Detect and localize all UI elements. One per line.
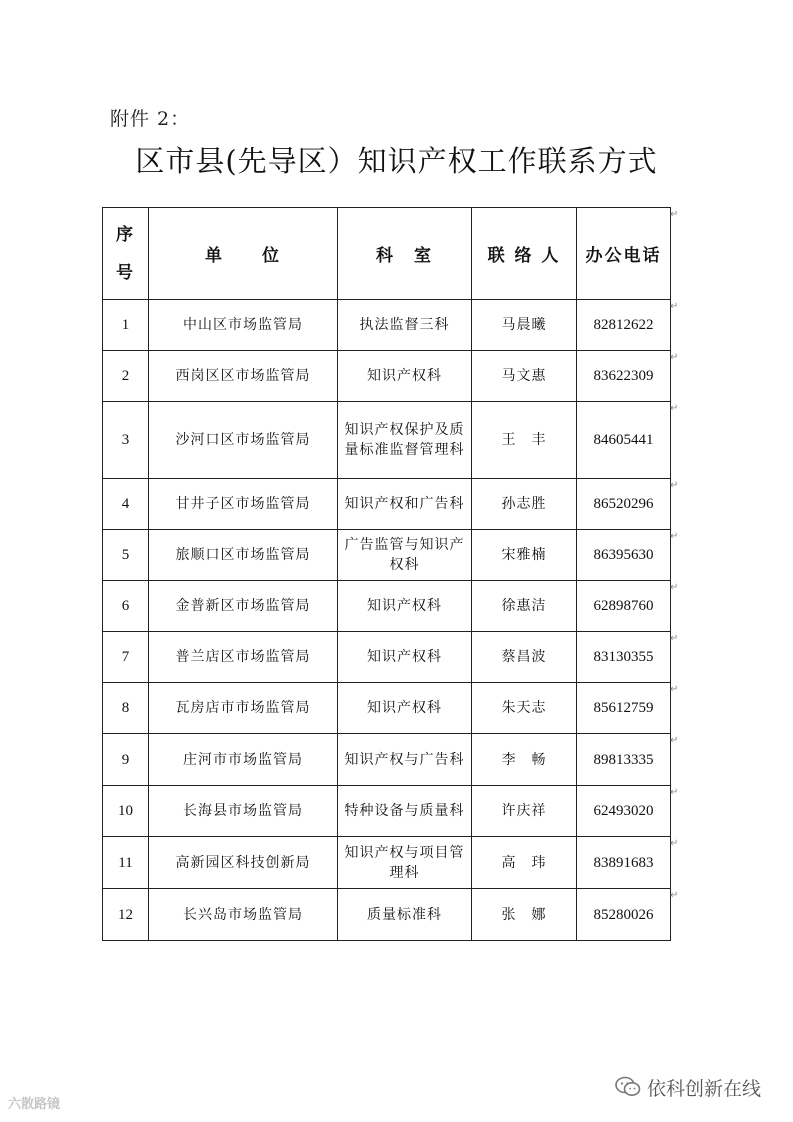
return-mark-icon: ↵ (670, 301, 679, 312)
header-seq (103, 208, 149, 300)
row-phone: 83130355 (577, 632, 671, 683)
watermark-right (615, 1071, 761, 1103)
row-phone: 62898760 (577, 581, 671, 632)
row-phone: 89813335 (577, 734, 671, 786)
row-unit: 沙河口区市场监管局 (149, 402, 338, 479)
row-unit: 金普新区市场监管局 (149, 581, 338, 632)
row-unit: 旅顺口区市场监管局 (149, 530, 338, 581)
row-phone: 83622309 (577, 351, 671, 402)
return-mark-icon: ↵ (670, 735, 679, 746)
row-contact: 李 畅 (472, 734, 577, 786)
row-number: 9 (103, 734, 149, 786)
row-contact: 徐惠洁 (472, 581, 577, 632)
return-mark-icon: ↵ (670, 838, 679, 849)
row-department: 质量标准科 (338, 889, 472, 941)
row-phone: 82812622 (577, 300, 671, 351)
table-row (103, 734, 671, 786)
row-department: 特种设备与质量科 (338, 786, 472, 837)
row-number: 3 (103, 402, 149, 479)
row-number: 12 (103, 889, 149, 941)
return-mark-icon: ↵ (670, 480, 679, 491)
row-unit: 普兰店区市场监管局 (149, 632, 338, 683)
table-row (103, 837, 671, 889)
row-department: 知识产权科 (338, 683, 472, 734)
row-number: 8 (103, 683, 149, 734)
return-mark-icon: ↵ (670, 403, 679, 414)
row-unit: 庄河市市场监管局 (149, 734, 338, 786)
row-contact: 孙志胜 (472, 479, 577, 530)
row-department: 知识产权科 (338, 351, 472, 402)
row-unit: 西岗区区市场监管局 (149, 351, 338, 402)
row-phone: 83891683 (577, 837, 671, 889)
return-mark-icon: ↵ (670, 633, 679, 644)
table-row (103, 581, 671, 632)
table-row (103, 683, 671, 734)
row-contact: 朱天志 (472, 683, 577, 734)
row-number: 11 (103, 837, 149, 889)
table-row (103, 479, 671, 530)
row-contact: 马晨曦 (472, 300, 577, 351)
return-mark-icon: ↵ (670, 787, 679, 798)
row-department: 知识产权科 (338, 632, 472, 683)
header-department: 科 室 (338, 208, 472, 300)
row-department: 知识产权和广告科 (338, 479, 472, 530)
row-contact: 王 丰 (472, 402, 577, 479)
row-phone: 85280026 (577, 889, 671, 941)
row-number: 2 (103, 351, 149, 402)
row-number: 5 (103, 530, 149, 581)
row-phone: 85612759 (577, 683, 671, 734)
watermark-left: 六散路镜 (8, 1097, 61, 1112)
row-contact: 高 玮 (472, 837, 577, 889)
row-unit: 长兴岛市场监管局 (149, 889, 338, 941)
return-mark-icon: ↵ (670, 684, 679, 695)
header-phone: 办公电话 (577, 208, 671, 300)
table-header-row (103, 208, 671, 300)
row-number: 4 (103, 479, 149, 530)
row-department: 知识产权与项目管理科 (338, 837, 472, 889)
row-department: 知识产权与广告科 (338, 734, 472, 786)
row-unit: 高新园区科技创新局 (149, 837, 338, 889)
row-contact: 许庆祥 (472, 786, 577, 837)
table-row (103, 786, 671, 837)
row-phone: 86520296 (577, 479, 671, 530)
header-contact: 联 络 人 (472, 208, 577, 300)
table-body (103, 300, 671, 941)
header-seq-line1: 序 (116, 224, 135, 245)
return-mark-icon: ↵ (670, 582, 679, 593)
row-department: 知识产权保护及质量标准监督管理科 (338, 402, 472, 479)
row-contact: 张 娜 (472, 889, 577, 941)
row-unit: 中山区市场监管局 (149, 300, 338, 351)
return-mark-icon: ↵ (670, 890, 679, 901)
table-row (103, 300, 671, 351)
row-number: 1 (103, 300, 149, 351)
row-phone: 62493020 (577, 786, 671, 837)
row-department: 执法监督三科 (338, 300, 472, 351)
row-phone: 86395630 (577, 530, 671, 581)
return-mark-icon: ↵ (670, 531, 679, 542)
row-phone: 84605441 (577, 402, 671, 479)
row-contact: 蔡昌波 (472, 632, 577, 683)
header-unit: 单 位 (149, 208, 338, 300)
return-mark-icon: ↵ (670, 352, 679, 363)
row-department: 广告监管与知识产权科 (338, 530, 472, 581)
row-unit: 长海县市场监管局 (149, 786, 338, 837)
document-title: 区市县(先导区）知识产权工作联系方式 (135, 144, 658, 178)
return-mark-icon: ↵ (670, 209, 679, 220)
row-unit: 瓦房店市市场监管局 (149, 683, 338, 734)
table-row (103, 632, 671, 683)
wechat-icon (615, 1076, 641, 1098)
row-number: 10 (103, 786, 149, 837)
contact-table (102, 207, 671, 941)
row-number: 7 (103, 632, 149, 683)
row-department: 知识产权科 (338, 581, 472, 632)
header-seq-line2: 号 (116, 262, 135, 283)
row-number: 6 (103, 581, 149, 632)
table-row (103, 530, 671, 581)
row-unit: 甘井子区市场监管局 (149, 479, 338, 530)
row-contact: 宋雅楠 (472, 530, 577, 581)
table-row (103, 889, 671, 941)
table-row (103, 351, 671, 402)
watermark-right-text: 依科创新在线 (647, 1077, 762, 1100)
table-row (103, 402, 671, 479)
row-contact: 马文惠 (472, 351, 577, 402)
attachment-label: 附件 2： (110, 108, 191, 130)
